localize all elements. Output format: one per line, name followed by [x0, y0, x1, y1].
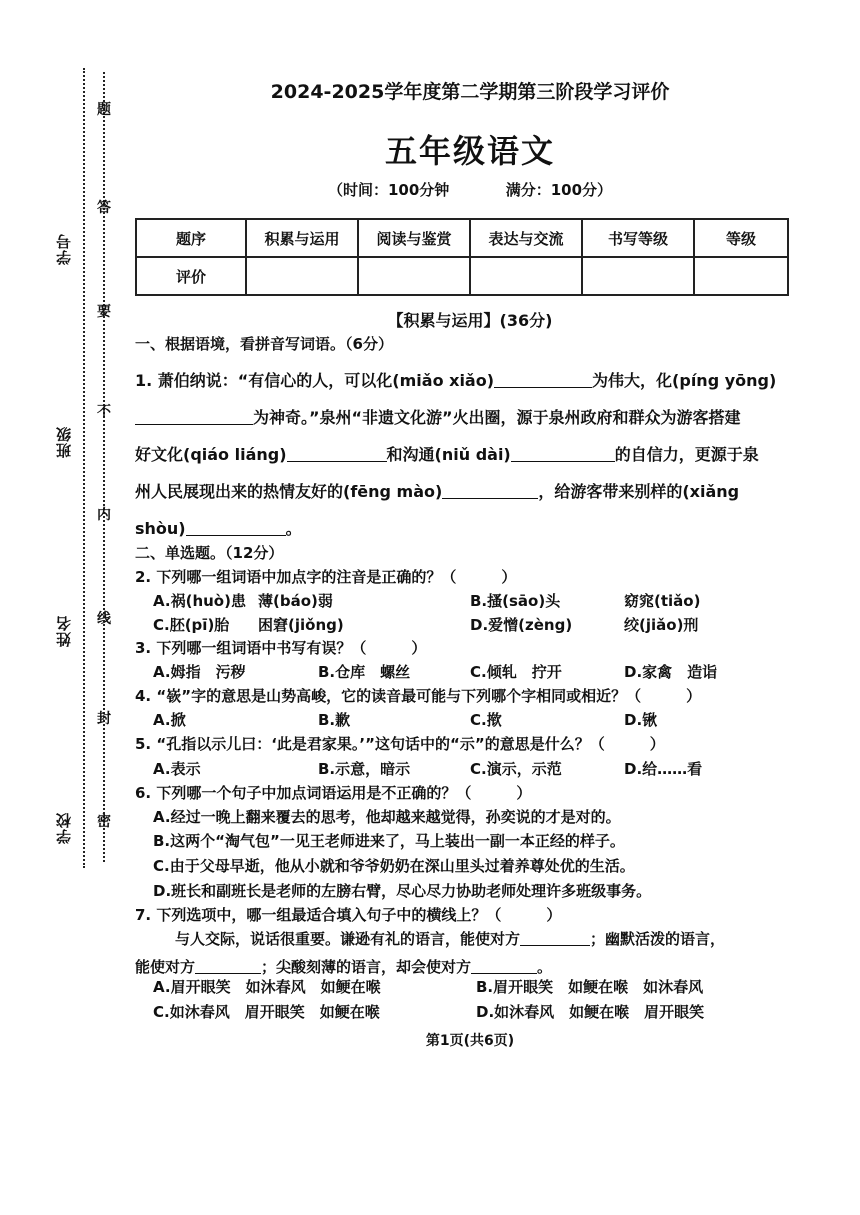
q1-line: [135, 362, 795, 399]
class-label: 班级: [55, 426, 73, 458]
q5-option[interactable]: D.给……看: [624, 760, 703, 778]
q2-option[interactable]: A.祸(huò)患: [153, 592, 246, 610]
q1-text: 1. 萧伯纳说：“有信心的人，可以化(miǎo xiǎo): [135, 371, 495, 390]
q7-line: [153, 925, 793, 953]
q3-option[interactable]: A.姆指 污秽: [153, 663, 246, 681]
term-title: 2024-2025学年度第二学期第三阶段学习评价: [270, 81, 670, 103]
table-cell[interactable]: [358, 257, 470, 295]
answer-blank[interactable]: [471, 955, 537, 974]
score-table: [135, 218, 789, 296]
question-5-stem: 5. “孔指以示儿曰：‘此是君家果。’”这句话中的“示”的意思是什么？（ ）: [135, 735, 665, 753]
q4-option[interactable]: D.锹: [624, 711, 658, 729]
table-row: [136, 219, 788, 257]
q2-option-word: 绞(jiǎo)刑: [624, 616, 699, 634]
table-cell: 等级: [694, 219, 788, 257]
q7-option[interactable]: C.如沐春风 眉开眼笑 如鲠在喉: [153, 1003, 380, 1021]
table-row: [136, 257, 788, 295]
q6-option[interactable]: A.经过一晚上翻来覆去的思考，他却越来越觉得，孙奕说的才是对的。: [153, 808, 621, 826]
table-cell: 阅读与鉴赏: [358, 219, 470, 257]
student-id-label: 学号: [55, 233, 73, 265]
q2-option[interactable]: D.爱憎(zèng): [470, 616, 573, 634]
binding-char: 线: [97, 611, 111, 627]
answer-blank[interactable]: [195, 955, 261, 974]
q6-option[interactable]: C.由于父母早逝，他从小就和爷爷奶奶在深山里头过着养尊处优的生活。: [153, 857, 635, 875]
binding-char: 封: [97, 711, 111, 727]
q5-option[interactable]: B.示意，暗示: [318, 760, 411, 778]
q1-text: 和沟通(niǔ dài): [386, 445, 511, 464]
page-footer: 第1页(共6页): [425, 1033, 515, 1049]
binding-char: 密: [97, 814, 111, 830]
table-cell: 评价: [136, 257, 246, 295]
q2-option-word: 困窘(jiǒng): [258, 616, 344, 634]
part2-title: 二、单选题。（12分）: [135, 544, 284, 562]
binding-char: 要: [97, 304, 111, 320]
q1-text: 为伟大，化(píng yōng): [592, 371, 777, 390]
table-cell: 积累与运用: [246, 219, 358, 257]
score-info: 满分：100分）: [505, 181, 613, 199]
q7-option[interactable]: B.眉开眼笑 如鲠在喉 如沐春风: [476, 978, 704, 996]
q1-line: [135, 436, 795, 473]
q1-text: 的自信力，更源于泉: [614, 445, 759, 464]
q1-text: 好文化(qiáo liáng): [135, 445, 287, 464]
exam-info: [0, 179, 860, 200]
q2-option[interactable]: B.搔(sāo)头: [470, 592, 561, 610]
answer-blank[interactable]: [494, 369, 592, 388]
q2-option-word: 窈窕(tiǎo): [624, 592, 701, 610]
question-4-stem: 4. “嵚”字的意思是山势高峻，它的读音最可能与下列哪个字相同或相近？（ ）: [135, 687, 702, 705]
q7-text: 能使对方: [135, 958, 196, 976]
q1-line: [135, 399, 795, 436]
q4-option[interactable]: C.揿: [470, 711, 502, 729]
q1-text: 。: [285, 519, 302, 538]
q4-option[interactable]: A.掀: [153, 711, 186, 729]
binding-char: 答: [97, 200, 111, 216]
table-cell: 表达与交流: [470, 219, 582, 257]
question-7-stem: 7. 下列选项中，哪一组最适合填入句子中的横线上？（ ）: [135, 906, 562, 924]
q4-option[interactable]: B.歉: [318, 711, 351, 729]
table-cell[interactable]: [582, 257, 694, 295]
q7-option[interactable]: A.眉开眼笑 如沐春风 如鲠在喉: [153, 978, 381, 996]
name-label: 姓名: [55, 615, 73, 647]
school-label: 学校: [55, 812, 73, 844]
q7-text: 与人交际，说话很重要。谦逊有礼的语言，能使对方: [175, 930, 521, 948]
q6-option[interactable]: B.这两个“淘气包”一见王老师进来了，马上装出一副一本正经的样子。: [153, 832, 625, 850]
q2-option-word: 薄(báo)弱: [258, 592, 333, 610]
q2-option[interactable]: C.胚(pī)胎: [153, 616, 230, 634]
answer-blank[interactable]: [135, 406, 253, 425]
subject-title: 五年级语文: [384, 132, 555, 170]
table-cell[interactable]: [694, 257, 788, 295]
answer-blank[interactable]: [287, 443, 387, 462]
section-heading: 【积累与运用】(36分): [387, 311, 553, 330]
q1-text: 为神奇。”泉州“非遗文化游”火出圈，源于泉州政府和群众为游客搭建: [253, 408, 741, 427]
q1-text: shòu): [135, 519, 186, 538]
binding-char: 题: [97, 102, 111, 118]
time-info: （时间：100分钟: [327, 181, 450, 199]
q1-text: ，给游客带来别样的(xiǎng: [538, 482, 740, 501]
q7-option[interactable]: D.如沐春风 如鲠在喉 眉开眼笑: [476, 1003, 705, 1021]
table-cell: 题序: [136, 219, 246, 257]
table-cell[interactable]: [470, 257, 582, 295]
q1-line: [135, 473, 795, 510]
question-1: [135, 362, 795, 547]
q5-option[interactable]: A.表示: [153, 760, 201, 778]
q3-option[interactable]: D.家禽 造诣: [624, 663, 718, 681]
q3-option[interactable]: B.仓库 螺丝: [318, 663, 411, 681]
q5-option[interactable]: C.演示，示范: [470, 760, 562, 778]
answer-blank[interactable]: [186, 517, 286, 536]
q6-option[interactable]: D.班长和副班长是老师的左膀右臂，尽心尽力协助老师处理许多班级事务。: [153, 882, 652, 900]
question-2-stem: 2. 下列哪一组词语中加点字的注音是正确的？（ ）: [135, 568, 517, 586]
q3-option[interactable]: C.倾轧 拧开: [470, 663, 562, 681]
binding-char: 内: [97, 507, 111, 523]
q7-passage: [135, 925, 793, 981]
table-cell: 书写等级: [582, 219, 694, 257]
answer-blank[interactable]: [511, 443, 615, 462]
table-cell[interactable]: [246, 257, 358, 295]
binding-char: 不: [97, 404, 111, 420]
part1-title: 一、根据语境，看拼音写词语。（6分）: [135, 335, 393, 353]
q7-text: 。: [537, 958, 553, 976]
q7-text: ；尖酸刻薄的语言，却会使对方: [261, 958, 472, 976]
question-3-stem: 3. 下列哪一组词语中书写有误？（ ）: [135, 639, 427, 657]
answer-blank[interactable]: [442, 480, 538, 499]
answer-blank[interactable]: [520, 927, 590, 946]
q1-text: 州人民展现出来的热情友好的(fēng mào): [135, 482, 443, 501]
q7-text: ；幽默活泼的语言，: [590, 930, 726, 948]
question-6-stem: 6. 下列哪一个句子中加点词语运用是不正确的？（ ）: [135, 784, 532, 802]
